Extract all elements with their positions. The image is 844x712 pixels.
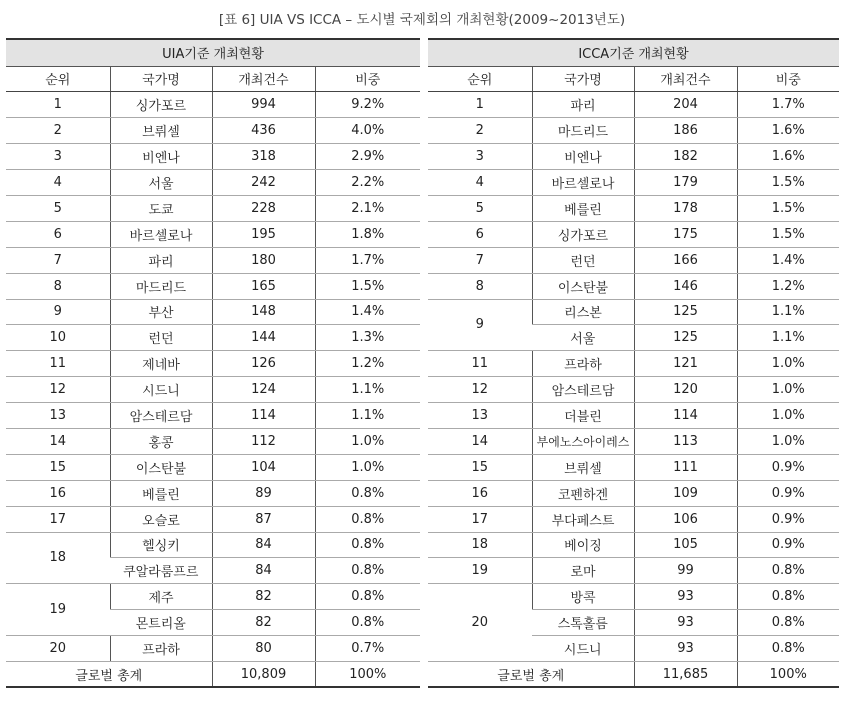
count-cell: 242 (212, 170, 315, 196)
share-cell: 1.0% (737, 428, 839, 454)
rank-cell: 11 (6, 351, 110, 377)
count-cell: 318 (212, 144, 315, 170)
share-cell: 1.0% (737, 377, 839, 403)
table-row (428, 170, 839, 196)
table-caption: [표 6] UIA VS ICCA – 도시별 국제회의 개최현황(2009~2013년도) (218, 12, 626, 28)
city-cell: 제주 (110, 584, 212, 610)
count-cell: 120 (634, 377, 737, 403)
table-row (6, 247, 420, 273)
header-share: 비중 (315, 66, 420, 92)
city-cell: 코펜하겐 (532, 480, 634, 506)
table-row (6, 299, 420, 325)
total-share: 100% (737, 661, 839, 687)
count-cell: 182 (634, 144, 737, 170)
count-cell: 84 (212, 558, 315, 584)
header-rank: 순위 (6, 66, 110, 92)
total-label: 글로벌 총계 (6, 661, 212, 687)
rank-cell: 11 (428, 351, 532, 377)
rank-cell: 1 (428, 92, 532, 118)
count-cell: 104 (212, 454, 315, 480)
rank-cell: 1 (6, 92, 110, 118)
count-cell: 80 (212, 636, 315, 662)
total-row (6, 661, 420, 687)
share-cell: 1.4% (737, 247, 839, 273)
count-cell: 180 (212, 247, 315, 273)
table-row (6, 506, 420, 532)
count-cell: 179 (634, 170, 737, 196)
rank-cell: 13 (6, 403, 110, 429)
rank-cell: 5 (6, 195, 110, 221)
table-row (428, 351, 839, 377)
city-cell: 베이징 (532, 532, 634, 558)
share-cell: 1.1% (737, 325, 839, 351)
city-cell: 리스본 (532, 299, 634, 325)
count-cell: 126 (212, 351, 315, 377)
table-row (428, 195, 839, 221)
total-row (428, 661, 839, 687)
rank-cell: 4 (6, 170, 110, 196)
count-cell: 106 (634, 506, 737, 532)
table-row (6, 377, 420, 403)
city-cell: 제네바 (110, 351, 212, 377)
share-cell: 1.5% (737, 170, 839, 196)
rank-cell: 13 (428, 403, 532, 429)
city-cell: 방콕 (532, 584, 634, 610)
share-cell: 0.8% (737, 584, 839, 610)
city-cell: 런던 (532, 247, 634, 273)
rank-cell: 7 (6, 247, 110, 273)
table-row (6, 144, 420, 170)
share-cell: 0.9% (737, 480, 839, 506)
count-cell: 114 (212, 403, 315, 429)
rank-cell: 15 (428, 454, 532, 480)
table-row (428, 428, 839, 454)
header-count: 개최건수 (634, 66, 737, 92)
rank-cell: 4 (428, 170, 532, 196)
city-cell: 싱가포르 (110, 92, 212, 118)
city-cell: 바르셀로나 (532, 170, 634, 196)
table-row (428, 558, 839, 584)
share-cell: 0.8% (315, 532, 420, 558)
table-row (428, 532, 839, 558)
share-cell: 1.6% (737, 144, 839, 170)
rank-cell: 6 (6, 221, 110, 247)
share-cell: 1.8% (315, 221, 420, 247)
rank-cell: 7 (428, 247, 532, 273)
total-count: 11,685 (634, 661, 737, 687)
share-cell: 1.2% (315, 351, 420, 377)
table-row (6, 195, 420, 221)
header-city: 국가명 (532, 66, 634, 92)
table-row (6, 221, 420, 247)
rank-cell: 18 (428, 532, 532, 558)
city-cell: 쿠알라룸프르 (110, 558, 212, 584)
share-cell: 1.5% (737, 195, 839, 221)
share-cell: 1.6% (737, 118, 839, 144)
city-cell: 비엔나 (110, 144, 212, 170)
count-cell: 82 (212, 610, 315, 636)
city-cell: 베를린 (532, 195, 634, 221)
count-cell: 87 (212, 506, 315, 532)
table-row (428, 480, 839, 506)
table-row (428, 247, 839, 273)
count-cell: 121 (634, 351, 737, 377)
rank-cell: 2 (428, 118, 532, 144)
share-cell: 1.0% (737, 403, 839, 429)
city-cell: 도쿄 (110, 195, 212, 221)
count-cell: 144 (212, 325, 315, 351)
city-cell: 마드리드 (110, 273, 212, 299)
share-cell: 2.9% (315, 144, 420, 170)
count-cell: 204 (634, 92, 737, 118)
city-cell: 몬트리올 (110, 610, 212, 636)
count-cell: 113 (634, 428, 737, 454)
city-cell: 부에노스아이레스 (532, 428, 634, 454)
table-row (6, 92, 420, 118)
city-cell: 싱가포르 (532, 221, 634, 247)
count-cell: 165 (212, 273, 315, 299)
table-row (428, 144, 839, 170)
table-row (6, 454, 420, 480)
share-cell: 1.3% (315, 325, 420, 351)
table-row (6, 170, 420, 196)
rank-cell: 15 (6, 454, 110, 480)
count-cell: 175 (634, 221, 737, 247)
rank-cell: 17 (6, 506, 110, 532)
rank-cell: 10 (6, 325, 110, 351)
city-cell: 이스탄불 (532, 273, 634, 299)
share-cell: 0.8% (315, 584, 420, 610)
city-cell: 프라하 (110, 636, 212, 662)
city-cell: 베를린 (110, 480, 212, 506)
table-row (428, 118, 839, 144)
city-cell: 시드니 (110, 377, 212, 403)
rank-cell: 19 (6, 584, 110, 636)
rank-cell: 14 (428, 428, 532, 454)
count-cell: 109 (634, 480, 737, 506)
table-row (428, 273, 839, 299)
header-share: 비중 (737, 66, 839, 92)
share-cell: 1.4% (315, 299, 420, 325)
share-cell: 0.8% (315, 506, 420, 532)
count-cell: 93 (634, 636, 737, 662)
share-cell: 0.7% (315, 636, 420, 662)
share-cell: 2.2% (315, 170, 420, 196)
city-cell: 비엔나 (532, 144, 634, 170)
share-cell: 0.8% (737, 610, 839, 636)
count-cell: 99 (634, 558, 737, 584)
count-cell: 93 (634, 584, 737, 610)
city-cell: 암스테르담 (110, 403, 212, 429)
table-row (6, 351, 420, 377)
share-cell: 1.0% (315, 428, 420, 454)
table-row (6, 636, 420, 662)
city-cell: 더블린 (532, 403, 634, 429)
city-cell: 마드리드 (532, 118, 634, 144)
count-cell: 112 (212, 428, 315, 454)
city-cell: 브뤼셀 (110, 118, 212, 144)
total-count: 10,809 (212, 661, 315, 687)
table-row (428, 299, 839, 325)
total-share: 100% (315, 661, 420, 687)
header-rank: 순위 (428, 66, 532, 92)
share-cell: 1.7% (737, 92, 839, 118)
header-city: 국가명 (110, 66, 212, 92)
count-cell: 111 (634, 454, 737, 480)
count-cell: 994 (212, 92, 315, 118)
city-cell: 로마 (532, 558, 634, 584)
rank-cell: 6 (428, 221, 532, 247)
table-row (428, 584, 839, 610)
count-cell: 124 (212, 377, 315, 403)
city-cell: 스톡홀름 (532, 610, 634, 636)
city-cell: 부산 (110, 299, 212, 325)
table-row (6, 273, 420, 299)
rank-cell: 20 (6, 636, 110, 662)
city-cell: 홍콩 (110, 428, 212, 454)
rank-cell: 3 (428, 144, 532, 170)
city-cell: 암스테르담 (532, 377, 634, 403)
city-cell: 이스탄불 (110, 454, 212, 480)
share-cell: 4.0% (315, 118, 420, 144)
count-cell: 125 (634, 325, 737, 351)
rank-cell: 17 (428, 506, 532, 532)
count-cell: 178 (634, 195, 737, 221)
table-row (6, 403, 420, 429)
city-cell: 브뤼셀 (532, 454, 634, 480)
share-cell: 1.7% (315, 247, 420, 273)
table-row (428, 454, 839, 480)
rank-cell: 5 (428, 195, 532, 221)
share-cell: 0.8% (315, 610, 420, 636)
count-cell: 89 (212, 480, 315, 506)
rank-cell: 12 (6, 377, 110, 403)
rank-cell: 16 (6, 480, 110, 506)
count-cell: 84 (212, 532, 315, 558)
share-cell: 1.5% (315, 273, 420, 299)
count-cell: 148 (212, 299, 315, 325)
count-cell: 436 (212, 118, 315, 144)
count-cell: 166 (634, 247, 737, 273)
share-cell: 1.0% (315, 454, 420, 480)
share-cell: 0.9% (737, 532, 839, 558)
count-cell: 146 (634, 273, 737, 299)
share-cell: 0.8% (315, 558, 420, 584)
share-cell: 1.1% (737, 299, 839, 325)
count-cell: 195 (212, 221, 315, 247)
share-cell: 0.9% (737, 506, 839, 532)
city-cell: 서울 (532, 325, 634, 351)
table-row (6, 325, 420, 351)
count-cell: 186 (634, 118, 737, 144)
uia-table-title: UIA기준 개최현황 (6, 39, 420, 66)
total-label: 글로벌 총계 (428, 661, 634, 687)
share-cell: 0.8% (737, 558, 839, 584)
table-row (6, 428, 420, 454)
count-cell: 82 (212, 584, 315, 610)
icca-table-title: ICCA기준 개최현황 (428, 39, 839, 66)
city-cell: 바르셀로나 (110, 221, 212, 247)
table-row (428, 403, 839, 429)
rank-cell: 12 (428, 377, 532, 403)
header-count: 개최건수 (212, 66, 315, 92)
share-cell: 0.8% (737, 636, 839, 662)
share-cell: 1.1% (315, 377, 420, 403)
table-row (428, 506, 839, 532)
rank-cell: 9 (6, 299, 110, 325)
rank-cell: 18 (6, 532, 110, 584)
share-cell: 2.1% (315, 195, 420, 221)
city-cell: 파리 (532, 92, 634, 118)
share-cell: 1.2% (737, 273, 839, 299)
count-cell: 114 (634, 403, 737, 429)
rank-cell: 2 (6, 118, 110, 144)
share-cell: 0.8% (315, 480, 420, 506)
count-cell: 125 (634, 299, 737, 325)
share-cell: 9.2% (315, 92, 420, 118)
uia-table (6, 38, 420, 688)
table-row (428, 221, 839, 247)
share-cell: 1.5% (737, 221, 839, 247)
table-row (428, 92, 839, 118)
share-cell: 1.1% (315, 403, 420, 429)
rank-cell: 8 (428, 273, 532, 299)
rank-cell: 19 (428, 558, 532, 584)
rank-cell: 20 (428, 584, 532, 662)
city-cell: 헬싱키 (110, 532, 212, 558)
table-row (6, 480, 420, 506)
icca-table (428, 38, 839, 688)
rank-cell: 14 (6, 428, 110, 454)
table-row (6, 118, 420, 144)
table-row (428, 377, 839, 403)
count-cell: 228 (212, 195, 315, 221)
table-row (6, 584, 420, 610)
share-cell: 1.0% (737, 351, 839, 377)
city-cell: 런던 (110, 325, 212, 351)
city-cell: 부다페스트 (532, 506, 634, 532)
city-cell: 프라하 (532, 351, 634, 377)
rank-cell: 9 (428, 299, 532, 351)
count-cell: 105 (634, 532, 737, 558)
city-cell: 시드니 (532, 636, 634, 662)
rank-cell: 8 (6, 273, 110, 299)
city-cell: 서울 (110, 170, 212, 196)
city-cell: 파리 (110, 247, 212, 273)
count-cell: 93 (634, 610, 737, 636)
city-cell: 오슬로 (110, 506, 212, 532)
rank-cell: 16 (428, 480, 532, 506)
table-row (6, 532, 420, 558)
share-cell: 0.9% (737, 454, 839, 480)
rank-cell: 3 (6, 144, 110, 170)
